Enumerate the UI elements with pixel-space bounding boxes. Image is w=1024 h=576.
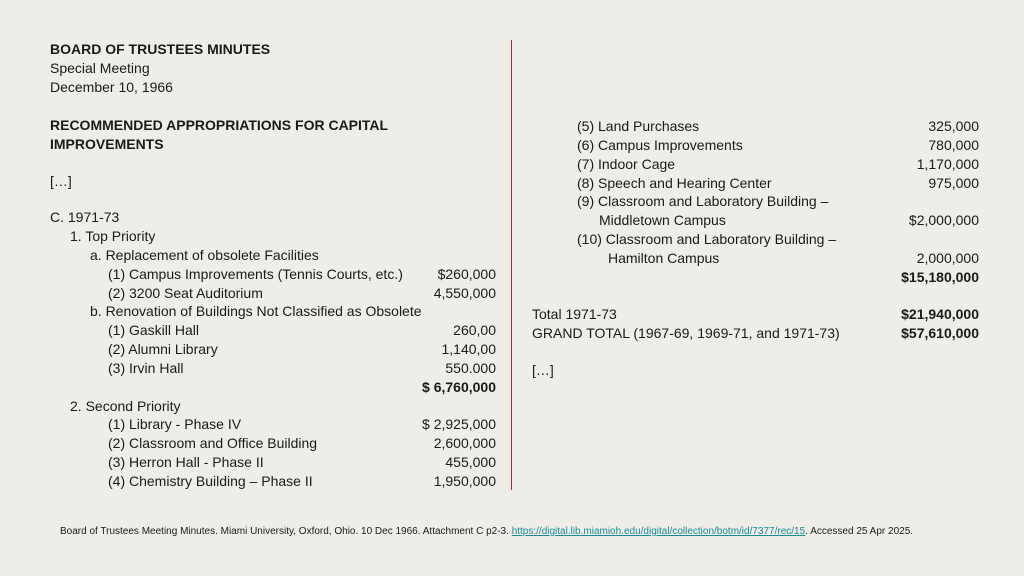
item-label: (3) Herron Hall - Phase II: [108, 454, 264, 470]
citation-text: Board of Trustees Meeting Minutes. Miami University, Oxford, Ohio. 10 Dec 1966. Attachment C p2-3.: [60, 526, 512, 537]
item9-label: (9) Classroom and Laboratory Building –: [577, 193, 829, 209]
item-amount: 325,000: [928, 118, 979, 134]
item10-label-cont: Hamilton Campus: [608, 250, 720, 266]
subtotal-second-priority: $15,180,000: [901, 269, 979, 285]
item9-amount: $2,000,000: [908, 212, 979, 228]
total-label: Total 1971-73: [532, 306, 617, 322]
item-amount: $ 2,925,000: [422, 416, 496, 432]
citation-link[interactable]: https://digital.lib.miamioh.edu/digital/collection/botm/id/7377/rec/15: [511, 526, 806, 537]
citation: [60, 525, 975, 539]
item-label: (2) Classroom and Office Building: [108, 435, 318, 451]
period-label: C. 1971-73: [50, 209, 120, 225]
item-amount: 1,140,00: [441, 341, 496, 357]
item-label: (1) Gaskill Hall: [108, 322, 200, 338]
item-label: (1) Library - Phase IV: [108, 416, 242, 432]
grand-total-label: GRAND TOTAL (1967-69, 1969-71, and 1971-73): [532, 325, 840, 341]
section-heading-line2: IMPROVEMENTS: [50, 136, 164, 152]
item-label: (1) Campus Improvements (Tennis Courts, etc.): [108, 266, 403, 282]
item10-label: (10) Classroom and Laboratory Building –: [577, 231, 837, 247]
item-amount: 2,600,000: [433, 435, 496, 451]
item-label: (2) Alumni Library: [108, 341, 218, 357]
meeting-type: Special Meeting: [50, 60, 150, 76]
item-amount: 1,950,000: [433, 473, 496, 489]
header: [50, 40, 270, 97]
item-amount: 975,000: [928, 175, 979, 191]
ellipsis-left: […]: [50, 173, 72, 189]
top-priority-label: 1. Top Priority: [70, 228, 156, 244]
item-label: (2) 3200 Seat Auditorium: [108, 285, 263, 301]
item-label: (6) Campus Improvements: [577, 137, 743, 153]
item-label: (8) Speech and Hearing Center: [577, 175, 772, 191]
item-amount: 780,000: [928, 137, 979, 153]
item-amount: 455,000: [445, 454, 496, 470]
column-divider: [511, 40, 512, 490]
item-label: (7) Indoor Cage: [577, 156, 676, 172]
meeting-date: December 10, 1966: [50, 79, 173, 95]
ellipsis-right: […]: [532, 362, 554, 378]
item-label: (5) Land Purchases: [577, 118, 700, 134]
item-amount: $260,000: [437, 266, 496, 282]
item-amount: 1,170,000: [916, 156, 979, 172]
subtotal-top-priority: $ 6,760,000: [422, 379, 496, 395]
section-heading: [50, 116, 450, 154]
grand-total-amount: $57,610,000: [901, 325, 979, 341]
renovation-label: b. Renovation of Buildings Not Classified as Obsolete: [90, 303, 422, 319]
doc-title: BOARD OF TRUSTEES MINUTES: [50, 41, 271, 57]
section-heading-line1: RECOMMENDED APPROPRIATIONS FOR CAPITAL: [50, 117, 389, 133]
item-label: (3) Irvin Hall: [108, 360, 184, 376]
item-amount: 260,00: [453, 322, 496, 338]
second-priority-label: 2. Second Priority: [70, 398, 181, 414]
item-amount: 550.000: [445, 360, 496, 376]
item9-label-cont: Middletown Campus: [599, 212, 726, 228]
citation-suffix: . Accessed 25 Apr 2025.: [805, 526, 914, 537]
item-label: (4) Chemistry Building – Phase II: [108, 473, 313, 489]
item-amount: 4,550,000: [433, 285, 496, 301]
total-amount: $21,940,000: [901, 306, 979, 322]
replacement-label: a. Replacement of obsolete Facilities: [90, 247, 319, 263]
item10-amount: 2,000,000: [916, 250, 979, 266]
